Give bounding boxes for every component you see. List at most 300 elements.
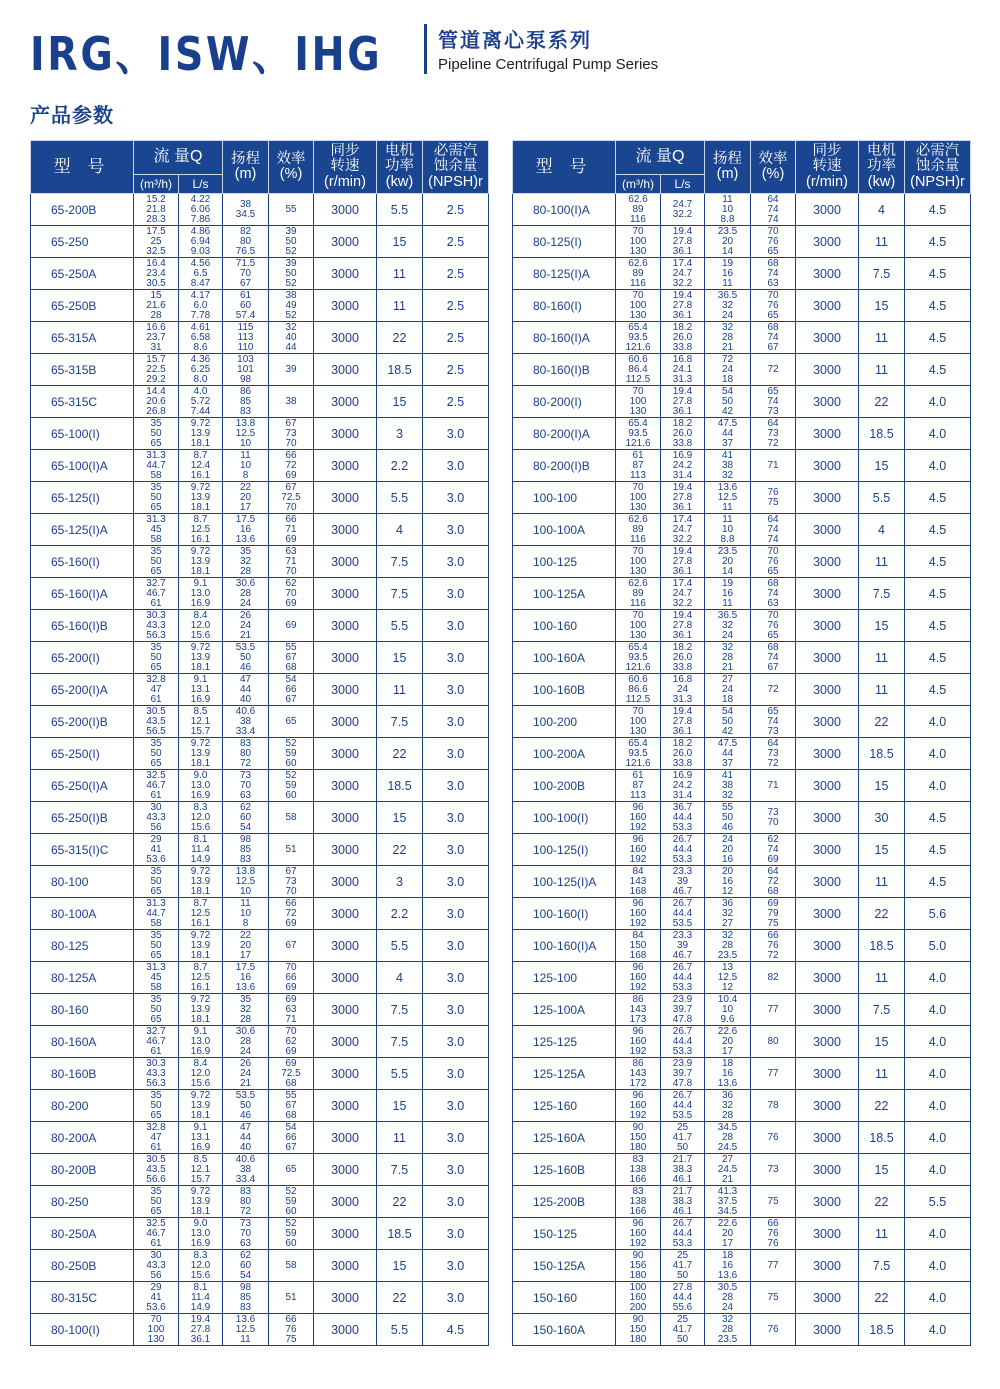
table-row xyxy=(31,866,489,898)
table-row xyxy=(31,642,489,674)
head-cell-value: 28 xyxy=(721,1131,734,1143)
flow-ls-cell-value: 18.2 xyxy=(672,737,693,749)
flow-m3h-cell xyxy=(134,258,179,290)
flow-ls-cell-value: 13.9 xyxy=(190,555,211,567)
power-cell: 5.5 xyxy=(377,610,423,642)
flow-m3h-cell-value: 60.6 xyxy=(628,673,648,685)
flow-ls-cell-value: 9.72 xyxy=(190,641,211,653)
flow-ls-cell xyxy=(179,674,223,706)
efficiency-cell-value: 39 xyxy=(285,257,297,269)
flow-m3h-cell xyxy=(616,610,661,642)
col-head xyxy=(705,141,751,194)
flow-m3h-cell-value: 35 xyxy=(150,417,162,429)
npsh-cell: 3.0 xyxy=(423,962,489,994)
flow-m3h-cell-value: 160 xyxy=(629,1035,647,1047)
efficiency-cell-value: 73 xyxy=(767,1163,779,1175)
efficiency-cell-value: 52 xyxy=(285,277,297,289)
speed-cell: 3000 xyxy=(796,258,859,290)
power-cell: 15 xyxy=(377,642,423,674)
flow-m3h-cell-value: 192 xyxy=(629,821,647,833)
efficiency-cell-value: 67 xyxy=(285,693,297,705)
flow-ls-cell-value: 18.1 xyxy=(190,437,211,449)
head-cell xyxy=(705,1250,751,1282)
efficiency-cell-value: 69 xyxy=(285,597,297,609)
speed-cell: 3000 xyxy=(796,866,859,898)
npsh-cell: 4.5 xyxy=(905,674,971,706)
speed-cell: 3000 xyxy=(796,674,859,706)
model-cell: 65-125(I)A xyxy=(31,514,134,546)
flow-ls-cell-value: 33.8 xyxy=(672,341,693,353)
npsh-cell: 3.0 xyxy=(423,898,489,930)
table-row xyxy=(31,962,489,994)
speed-cell: 3000 xyxy=(796,1090,859,1122)
flow-ls-cell-value: 12.5 xyxy=(190,971,211,983)
flow-m3h-cell-value: 70 xyxy=(632,481,644,493)
flow-m3h-cell-value: 43.5 xyxy=(146,715,166,727)
efficiency-cell xyxy=(751,386,796,418)
flow-ls-cell xyxy=(179,738,223,770)
head-cell xyxy=(223,994,269,1026)
efficiency-cell xyxy=(751,962,796,994)
efficiency-cell-value: 75 xyxy=(767,1195,779,1207)
flow-m3h-cell xyxy=(616,802,661,834)
efficiency-cell-value: 76 xyxy=(767,1237,779,1249)
efficiency-cell-value: 71 xyxy=(285,555,297,567)
efficiency-cell-value: 68 xyxy=(285,1077,297,1089)
head-cell-value: 110 xyxy=(237,341,254,353)
flow-ls-cell xyxy=(661,1026,705,1058)
flow-ls-cell xyxy=(661,482,705,514)
head-cell-value: 10 xyxy=(239,437,252,449)
head-cell-value: 60 xyxy=(239,811,252,823)
head-cell xyxy=(705,1154,751,1186)
speed-cell: 3000 xyxy=(796,994,859,1026)
table-row xyxy=(31,738,489,770)
power-cell: 22 xyxy=(377,1186,423,1218)
speed-cell: 3000 xyxy=(796,1154,859,1186)
head-cell-value: 32 xyxy=(721,929,734,941)
flow-m3h-cell xyxy=(134,802,179,834)
power-cell: 2.2 xyxy=(377,450,423,482)
efficiency-cell-value: 71 xyxy=(767,459,779,471)
power-cell: 7.5 xyxy=(859,1250,905,1282)
head-cell xyxy=(223,482,269,514)
flow-ls-cell-value: 38.3 xyxy=(672,1195,693,1207)
speed-cell: 3000 xyxy=(314,1314,377,1346)
flow-ls-cell-value: 47.8 xyxy=(672,1013,693,1025)
flow-ls-cell-value: 16.9 xyxy=(190,597,211,609)
flow-ls-cell-value: 26.7 xyxy=(672,961,693,973)
flow-ls-cell-value: 18.1 xyxy=(190,501,211,513)
model-cell: 65-250A xyxy=(31,258,134,290)
flow-m3h-cell xyxy=(134,1058,179,1090)
efficiency-cell-value: 64 xyxy=(767,193,779,205)
efficiency-cell-value: 59 xyxy=(285,1227,297,1239)
head-cell xyxy=(705,482,751,514)
table-row xyxy=(31,802,489,834)
model-cell: 100-200A xyxy=(513,738,616,770)
table-row xyxy=(31,1186,489,1218)
flow-ls-cell-value: 44.4 xyxy=(672,811,693,823)
efficiency-cell-value: 67 xyxy=(285,1099,297,1111)
col-npsh-label-1: 必需汽 xyxy=(915,143,960,160)
col-npsh xyxy=(905,141,971,194)
head-cell xyxy=(705,1218,751,1250)
efficiency-cell-value: 52 xyxy=(285,1217,297,1229)
flow-m3h-cell xyxy=(134,482,179,514)
efficiency-cell xyxy=(269,1186,314,1218)
flow-m3h-cell-value: 116 xyxy=(630,277,646,289)
table-row xyxy=(31,930,489,962)
speed-cell: 3000 xyxy=(796,930,859,962)
table-row xyxy=(513,1154,971,1186)
flow-ls-cell-value: 6.25 xyxy=(190,363,211,375)
head-cell-value: 73 xyxy=(239,1217,252,1229)
power-cell: 5.5 xyxy=(859,482,905,514)
flow-ls-cell-value: 8.3 xyxy=(193,1249,208,1261)
speed-cell: 3000 xyxy=(314,578,377,610)
power-cell: 15 xyxy=(859,290,905,322)
flow-ls-cell-value: 26.7 xyxy=(672,1217,693,1229)
table-row xyxy=(31,674,489,706)
efficiency-cell-value: 51 xyxy=(285,1291,297,1303)
table-row xyxy=(513,354,971,386)
flow-ls-cell-value: 19.4 xyxy=(672,225,693,237)
head-cell-value: 11 xyxy=(240,449,251,461)
head-cell xyxy=(223,386,269,418)
table-row xyxy=(31,898,489,930)
flow-ls-cell-value: 8.47 xyxy=(190,277,211,289)
head-cell xyxy=(223,354,269,386)
flow-m3h-cell-value: 130 xyxy=(629,245,647,257)
head-cell-value: 14 xyxy=(721,245,734,257)
head-cell xyxy=(223,1282,269,1314)
flow-ls-cell-value: 53.3 xyxy=(672,853,693,865)
npsh-cell: 3.0 xyxy=(423,418,489,450)
flow-m3h-cell-value: 58 xyxy=(150,469,162,481)
speed-cell: 3000 xyxy=(314,738,377,770)
speed-cell: 3000 xyxy=(796,514,859,546)
speed-cell: 3000 xyxy=(314,1282,377,1314)
flow-m3h-cell-value: 121.6 xyxy=(625,661,651,673)
flow-ls-cell-value: 18.1 xyxy=(190,1109,211,1121)
efficiency-cell xyxy=(751,450,796,482)
efficiency-cell xyxy=(751,1026,796,1058)
flow-ls-cell-value: 9.72 xyxy=(190,417,211,429)
head-cell xyxy=(705,546,751,578)
head-cell-value: 13.6 xyxy=(717,1077,738,1089)
speed-cell: 3000 xyxy=(796,450,859,482)
head-cell xyxy=(705,194,751,226)
head-cell-value: 101 xyxy=(237,363,254,375)
series-title-chinese: 管道离心泵系列 xyxy=(438,30,592,52)
flow-m3h-cell-value: 143 xyxy=(629,1067,647,1079)
efficiency-cell-value: 66 xyxy=(285,513,297,525)
model-cell: 150-125A xyxy=(513,1250,616,1282)
table-row xyxy=(31,578,489,610)
head-cell-value: 40.6 xyxy=(235,1153,256,1165)
flow-ls-cell-value: 24.7 xyxy=(672,587,693,599)
head-cell-value: 54 xyxy=(239,821,252,833)
flow-m3h-cell-value: 61 xyxy=(150,1045,162,1057)
flow-m3h-cell-value: 113 xyxy=(630,789,646,801)
table-row xyxy=(513,578,971,610)
flow-m3h-cell-value: 56 xyxy=(150,821,162,833)
flow-m3h-cell xyxy=(616,194,661,226)
power-cell: 11 xyxy=(859,866,905,898)
flow-m3h-cell-value: 53.6 xyxy=(146,853,166,865)
head-cell-value: 50 xyxy=(239,1099,252,1111)
head-cell-value: 44 xyxy=(239,683,252,695)
flow-m3h-cell-value: 160 xyxy=(629,1291,647,1303)
efficiency-cell-value: 44 xyxy=(285,341,297,353)
head-cell-value: 16 xyxy=(721,875,734,887)
speed-cell: 3000 xyxy=(314,802,377,834)
flow-ls-cell-value: 8.1 xyxy=(193,1281,208,1293)
head-cell-value: 20 xyxy=(721,1227,734,1239)
flow-m3h-cell xyxy=(134,226,179,258)
flow-m3h-cell-value: 192 xyxy=(629,1237,647,1249)
table-row xyxy=(31,1154,489,1186)
flow-m3h-cell-value: 89 xyxy=(632,587,644,599)
power-cell: 18.5 xyxy=(859,1314,905,1346)
flow-m3h-cell-value: 31 xyxy=(150,341,162,353)
flow-ls-cell-value: 27.8 xyxy=(672,395,693,407)
flow-m3h-cell-value: 41 xyxy=(150,1291,162,1303)
flow-m3h-cell xyxy=(616,738,661,770)
efficiency-cell-value: 52 xyxy=(285,245,297,257)
table-row xyxy=(513,1026,971,1058)
speed-cell: 3000 xyxy=(314,514,377,546)
power-cell: 11 xyxy=(859,226,905,258)
col-efficiency-label: 效率 xyxy=(758,150,788,167)
table-row xyxy=(31,1090,489,1122)
power-cell: 11 xyxy=(377,290,423,322)
efficiency-cell-value: 64 xyxy=(767,865,779,877)
model-cell: 100-160(I) xyxy=(513,898,616,930)
flow-ls-cell-value: 12.0 xyxy=(190,811,211,823)
head-cell xyxy=(705,1122,751,1154)
head-cell-value: 12.5 xyxy=(717,971,738,983)
power-cell: 3 xyxy=(377,418,423,450)
flow-ls-cell xyxy=(179,290,223,322)
model-cell: 100-200B xyxy=(513,770,616,802)
table-row xyxy=(31,354,489,386)
flow-ls-cell-value: 16.1 xyxy=(190,917,211,929)
flow-ls-cell xyxy=(179,354,223,386)
speed-cell: 3000 xyxy=(314,930,377,962)
flow-ls-cell-value: 8.7 xyxy=(193,897,208,909)
efficiency-cell-value: 76 xyxy=(285,1323,297,1335)
model-cell: 65-160(I) xyxy=(31,546,134,578)
speed-cell: 3000 xyxy=(314,354,377,386)
flow-m3h-cell-value: 65.4 xyxy=(628,641,648,653)
efficiency-cell-value: 52 xyxy=(285,769,297,781)
head-cell xyxy=(223,802,269,834)
model-cell: 80-200 xyxy=(31,1090,134,1122)
efficiency-cell-value: 66 xyxy=(767,929,779,941)
flow-ls-cell xyxy=(661,226,705,258)
power-cell: 22 xyxy=(859,386,905,418)
speed-cell: 3000 xyxy=(796,834,859,866)
model-cell: 65-315(I)C xyxy=(31,834,134,866)
model-cell: 125-100A xyxy=(513,994,616,1026)
flow-m3h-cell xyxy=(616,482,661,514)
flow-ls-cell xyxy=(661,1250,705,1282)
flow-ls-cell-value: 16.9 xyxy=(190,1237,211,1249)
efficiency-cell xyxy=(751,994,796,1026)
model-cell: 65-250(I) xyxy=(31,738,134,770)
flow-ls-cell-value: 18.1 xyxy=(190,565,211,577)
head-cell-value: 11 xyxy=(722,501,733,513)
efficiency-cell xyxy=(269,514,314,546)
flow-ls-cell-value: 4.61 xyxy=(190,321,211,333)
efficiency-cell xyxy=(269,834,314,866)
model-cell: 65-315C xyxy=(31,386,134,418)
flow-ls-cell-value: 27.8 xyxy=(672,1281,693,1293)
flow-ls-cell-value: 39.7 xyxy=(672,1003,693,1015)
efficiency-cell-value: 76 xyxy=(767,555,779,567)
flow-ls-cell xyxy=(179,546,223,578)
flow-m3h-cell xyxy=(134,322,179,354)
model-cell: 100-125 xyxy=(513,546,616,578)
head-cell-value: 8.8 xyxy=(720,533,735,545)
flow-ls-cell-value: 7.78 xyxy=(190,309,211,321)
efficiency-cell-value: 55 xyxy=(285,1089,297,1101)
model-cell: 100-125A xyxy=(513,578,616,610)
flow-m3h-cell-value: 43.3 xyxy=(146,811,166,823)
flow-m3h-cell-value: 50 xyxy=(150,1003,162,1015)
flow-m3h-cell-value: 56.5 xyxy=(146,725,166,737)
efficiency-cell-value: 76 xyxy=(767,939,779,951)
head-cell-value: 8 xyxy=(242,917,249,929)
efficiency-cell xyxy=(269,354,314,386)
efficiency-cell xyxy=(751,226,796,258)
flow-m3h-cell-value: 46.7 xyxy=(146,1035,166,1047)
efficiency-cell xyxy=(751,514,796,546)
power-cell: 5.5 xyxy=(377,1314,423,1346)
model-cell: 100-160(I)A xyxy=(513,930,616,962)
head-cell-value: 71.5 xyxy=(235,257,256,269)
flow-ls-cell-value: 36.1 xyxy=(672,501,693,513)
flow-m3h-cell-value: 112.5 xyxy=(625,373,651,385)
flow-ls-cell-value: 38.3 xyxy=(672,1163,693,1175)
flow-m3h-cell-value: 89 xyxy=(632,203,644,215)
efficiency-cell xyxy=(269,802,314,834)
head-cell-value: 80 xyxy=(239,235,252,247)
head-cell-value: 12 xyxy=(721,981,734,993)
speed-cell: 3000 xyxy=(796,322,859,354)
table-row xyxy=(513,450,971,482)
head-cell-value: 13 xyxy=(721,961,734,973)
npsh-cell: 4.5 xyxy=(905,610,971,642)
model-cell: 125-125 xyxy=(513,1026,616,1058)
npsh-cell: 4.5 xyxy=(905,354,971,386)
npsh-cell: 4.5 xyxy=(905,514,971,546)
flow-ls-cell-value: 18.1 xyxy=(190,1013,211,1025)
flow-m3h-cell-value: 47 xyxy=(150,1131,162,1143)
efficiency-cell xyxy=(269,1282,314,1314)
model-cell: 80-125(I)A xyxy=(513,258,616,290)
head-cell-value: 44 xyxy=(721,427,734,439)
flow-m3h-cell xyxy=(616,1026,661,1058)
npsh-cell: 3.0 xyxy=(423,1058,489,1090)
efficiency-cell xyxy=(751,898,796,930)
head-cell-value: 30.6 xyxy=(235,577,256,589)
flow-m3h-cell xyxy=(134,706,179,738)
flow-ls-cell-value: 53.3 xyxy=(672,1045,693,1057)
col-speed-unit: (r/min) xyxy=(324,173,366,190)
efficiency-cell-value: 50 xyxy=(285,267,297,279)
efficiency-cell-value: 80 xyxy=(767,1035,779,1047)
head-cell-value: 35 xyxy=(239,545,252,557)
head-cell-value: 23.5 xyxy=(717,225,738,237)
head-cell-value: 85 xyxy=(239,1291,252,1303)
flow-m3h-cell-value: 65 xyxy=(150,1205,162,1217)
flow-m3h-cell-value: 121.6 xyxy=(625,437,651,449)
table-row xyxy=(513,514,971,546)
head-cell xyxy=(223,706,269,738)
col-model: 型 号 xyxy=(31,141,134,194)
head-cell-value: 82 xyxy=(239,225,252,237)
flow-m3h-cell-value: 30.5 xyxy=(146,705,166,717)
efficiency-cell xyxy=(269,386,314,418)
flow-ls-cell xyxy=(179,258,223,290)
flow-ls-cell xyxy=(179,322,223,354)
flow-ls-cell-value: 36.1 xyxy=(190,1333,211,1345)
model-cell: 65-250(I)A xyxy=(31,770,134,802)
flow-ls-cell-value: 9.72 xyxy=(190,1185,211,1197)
efficiency-cell-value: 76 xyxy=(767,299,779,311)
efficiency-cell xyxy=(269,226,314,258)
head-cell xyxy=(223,1186,269,1218)
head-cell-value: 72 xyxy=(721,353,734,365)
flow-ls-cell-value: 19.4 xyxy=(672,385,693,397)
flow-m3h-cell-value: 160 xyxy=(629,843,647,855)
head-cell-value: 9.6 xyxy=(720,1013,735,1025)
power-cell: 2.2 xyxy=(377,898,423,930)
flow-ls-cell-value: 50 xyxy=(676,1141,689,1153)
table-row xyxy=(513,738,971,770)
efficiency-cell-value: 65 xyxy=(285,715,297,727)
efficiency-cell xyxy=(269,642,314,674)
flow-ls-cell-value: 7.86 xyxy=(190,213,211,225)
flow-ls-cell-value: 8.4 xyxy=(193,1057,208,1069)
head-cell xyxy=(223,290,269,322)
model-cell: 100-160 xyxy=(513,610,616,642)
efficiency-cell-value: 67 xyxy=(285,865,297,877)
efficiency-cell-value: 65 xyxy=(285,1163,297,1175)
efficiency-cell-value: 75 xyxy=(767,496,779,508)
flow-m3h-cell-value: 100 xyxy=(629,491,647,503)
head-cell-value: 21 xyxy=(721,341,734,353)
head-cell-value: 24.5 xyxy=(717,1163,738,1175)
flow-ls-cell-value: 33.8 xyxy=(672,757,693,769)
head-cell-value: 10 xyxy=(721,203,734,215)
speed-cell: 3000 xyxy=(314,866,377,898)
npsh-cell: 3.0 xyxy=(423,482,489,514)
flow-m3h-cell-value: 35 xyxy=(150,1185,162,1197)
flow-m3h-cell xyxy=(616,1282,661,1314)
col-npsh xyxy=(423,141,489,194)
head-cell-value: 37 xyxy=(721,757,734,769)
npsh-cell: 2.5 xyxy=(423,386,489,418)
head-cell-value: 54 xyxy=(721,705,734,717)
flow-m3h-cell-value: 130 xyxy=(629,405,647,417)
flow-ls-cell-value: 15.6 xyxy=(190,1269,211,1281)
head-cell-value: 24 xyxy=(721,629,734,641)
flow-m3h-cell-value: 86 xyxy=(632,993,644,1005)
